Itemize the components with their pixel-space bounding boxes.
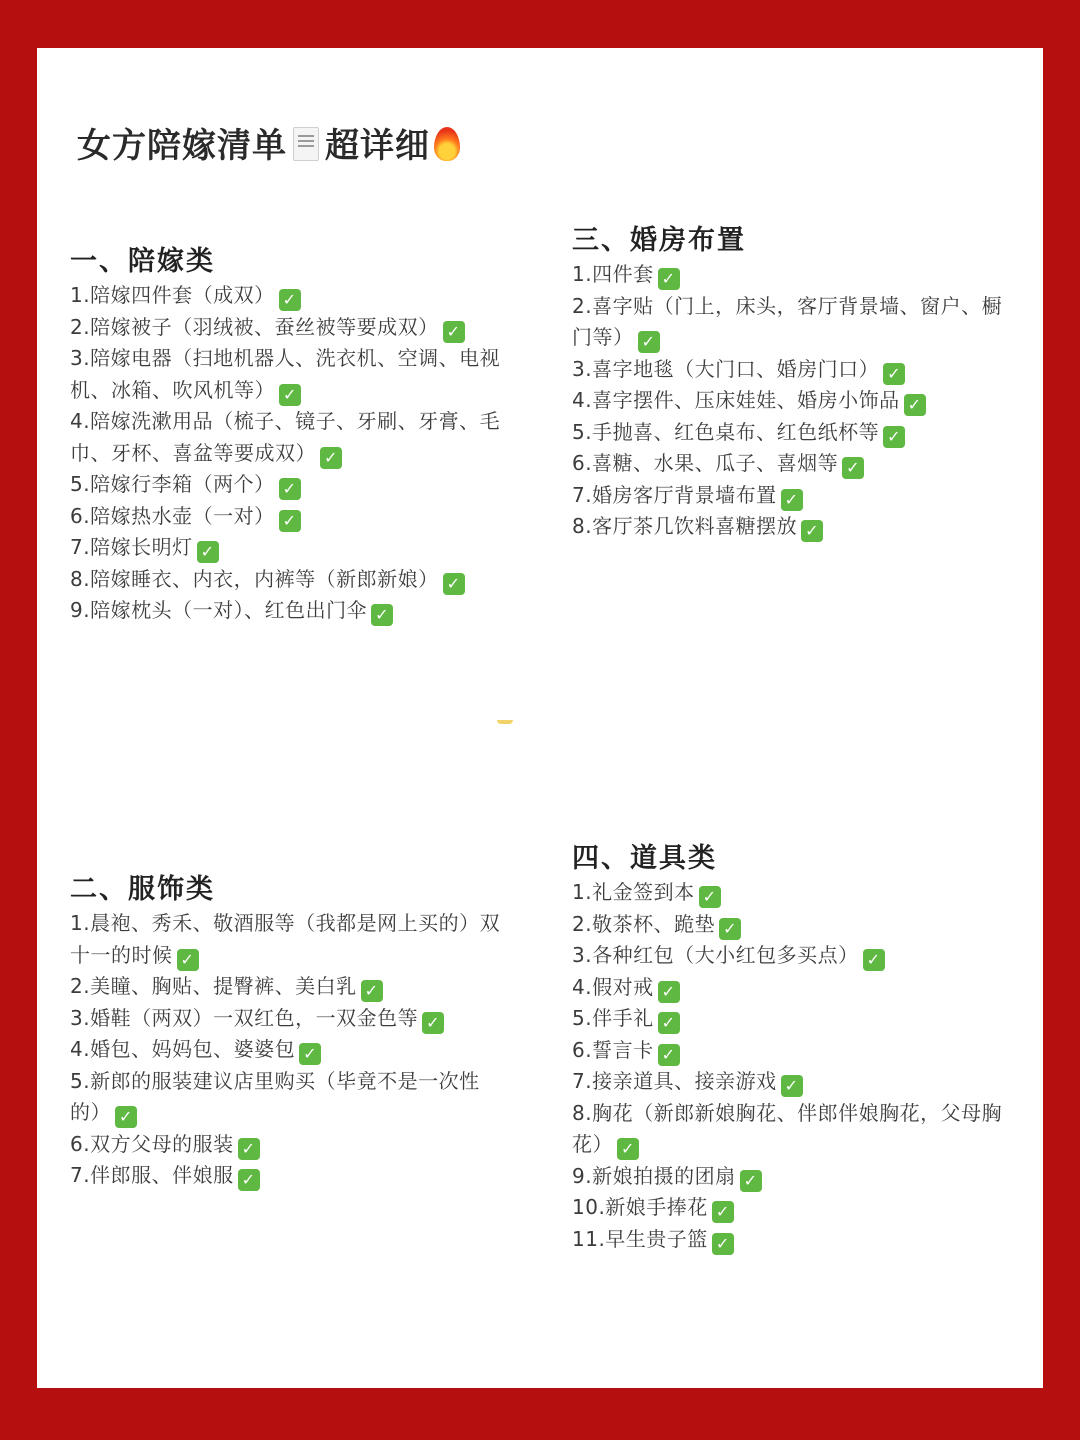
list-item xyxy=(70,312,510,344)
list-item-text: 1.四件套 xyxy=(572,262,654,286)
list-item-text: 8.胸花（新郎新娘胸花、伴郎伴娘胸花，父母胸花） xyxy=(572,1100,1003,1156)
list-item xyxy=(70,1160,510,1192)
receipt-icon xyxy=(293,127,319,161)
list-item-text: 4.假对戒 xyxy=(572,974,654,999)
list-item-text: 3.喜字地毯（大门口、婚房门口） xyxy=(572,356,880,381)
list-item-text: 2.美瞳、胸贴、提臀裤、美白乳 xyxy=(70,974,357,998)
list-item-text: 4.婚包、妈妈包、婆婆包 xyxy=(70,1037,296,1061)
list-item-text: 10.新娘手捧花 xyxy=(572,1195,708,1219)
check-icon: ✓ xyxy=(238,1138,260,1160)
check-icon: ✓ xyxy=(443,573,465,595)
check-icon: ✓ xyxy=(320,447,342,469)
list-item xyxy=(572,940,1012,972)
list-item xyxy=(572,480,1012,512)
section-dowry xyxy=(70,244,510,627)
list-item-text: 7.伴郎服、伴娘服 xyxy=(70,1163,234,1187)
list-item xyxy=(572,1192,1012,1224)
list-item xyxy=(70,564,510,596)
list-item-text: 4.喜字摆件、压床娃娃、婚房小饰品 xyxy=(572,388,900,412)
list-item-text: 8.客厅茶几饮料喜糖摆放 xyxy=(572,514,798,538)
list-item xyxy=(70,1129,510,1161)
list-item-text: 6.誓言卡 xyxy=(572,1037,654,1062)
list-item xyxy=(572,417,1012,449)
title-text-detail: 超详细 xyxy=(325,126,430,166)
list-item xyxy=(572,1066,1012,1098)
list-item-text: 5.伴手礼 xyxy=(572,1006,654,1030)
list-item xyxy=(572,511,1012,543)
list-item xyxy=(572,385,1012,417)
section-title: 一、陪嫁类 xyxy=(70,246,215,277)
list-item xyxy=(70,469,510,501)
section-title: 二、服饰类 xyxy=(70,874,215,905)
list-item-text: 1.礼金签到本 xyxy=(572,880,695,904)
list-item xyxy=(70,595,510,627)
check-icon: ✓ xyxy=(279,510,301,532)
list-item xyxy=(572,1035,1012,1067)
check-icon: ✓ xyxy=(617,1138,639,1160)
list-item-text: 6.双方父母的服装 xyxy=(70,1131,234,1156)
list-item xyxy=(572,1003,1012,1035)
check-icon: ✓ xyxy=(740,1170,762,1192)
check-icon: ✓ xyxy=(801,520,823,542)
section-props xyxy=(572,841,1012,1255)
list-item-text: 5.新郎的服装建议店里购买（毕竟不是一次性的） xyxy=(70,1068,480,1124)
list-item-text: 2.敬茶杯、跪垫 xyxy=(572,911,716,936)
list-item-text: 7.婚房客厅背景墙布置 xyxy=(572,482,777,507)
list-item-text: 8.陪嫁睡衣、内衣，内裤等（新郎新娘） xyxy=(70,566,439,591)
check-icon: ✓ xyxy=(238,1169,260,1191)
list-item-text: 9.新娘拍摄的团扇 xyxy=(572,1163,736,1188)
list-item xyxy=(572,909,1012,941)
check-icon: ✓ xyxy=(361,980,383,1002)
item-list xyxy=(70,908,510,1192)
list-item xyxy=(572,1098,1012,1161)
item-list xyxy=(572,259,1012,543)
check-icon: ✓ xyxy=(842,457,864,479)
list-item xyxy=(572,1224,1012,1256)
list-item-text: 11.早生贵子篮 xyxy=(572,1226,708,1251)
list-item-text: 7.接亲道具、接亲游戏 xyxy=(572,1069,777,1093)
check-icon: ✓ xyxy=(279,384,301,406)
fire-icon xyxy=(434,127,460,161)
section-wedding-room xyxy=(572,223,1012,543)
list-item xyxy=(572,259,1012,291)
list-item-text: 3.陪嫁电器（扫地机器人、洗衣机、空调、电视机、冰箱、吹风机等） xyxy=(70,346,501,402)
list-item xyxy=(70,1066,510,1129)
list-item-text: 4.陪嫁洗漱用品（梳子、镜子、牙刷、牙膏、毛巾、牙杯、喜盆等要成双） xyxy=(70,409,501,465)
item-list xyxy=(572,877,1012,1255)
check-icon: ✓ xyxy=(115,1106,137,1128)
check-icon: ✓ xyxy=(658,981,680,1003)
list-item xyxy=(70,501,510,533)
list-item xyxy=(70,532,510,564)
check-icon: ✓ xyxy=(883,426,905,448)
item-list xyxy=(70,280,510,627)
check-icon: ✓ xyxy=(781,489,803,511)
list-item xyxy=(70,971,510,1003)
section-title: 四、道具类 xyxy=(572,843,717,874)
list-item xyxy=(70,406,510,469)
list-item-text: 7.陪嫁长明灯 xyxy=(70,535,193,559)
list-item-text: 5.手抛喜、红色桌布、红色纸杯等 xyxy=(572,419,880,444)
list-item-text: 5.陪嫁行李箱（两个） xyxy=(70,472,275,496)
check-icon: ✓ xyxy=(177,949,199,971)
check-icon: ✓ xyxy=(699,886,721,908)
list-item xyxy=(70,1034,510,1066)
list-item-text: 2.陪嫁被子（羽绒被、蚕丝被等要成双） xyxy=(70,314,439,339)
list-item-text: 6.陪嫁热水壶（一对） xyxy=(70,503,275,528)
list-item-text: 9.陪嫁枕头（一对）、红色出门伞 xyxy=(70,598,368,622)
list-item xyxy=(572,354,1012,386)
list-item-text: 1.晨袍、秀禾、敬酒服等（我都是网上买的）双十一的时候 xyxy=(70,911,501,967)
check-icon: ✓ xyxy=(863,949,885,971)
list-item xyxy=(70,908,510,971)
check-icon: ✓ xyxy=(658,268,680,290)
check-icon: ✓ xyxy=(279,478,301,500)
check-icon: ✓ xyxy=(781,1075,803,1097)
check-icon: ✓ xyxy=(883,363,905,385)
section-clothing xyxy=(70,872,510,1192)
list-item xyxy=(70,343,510,406)
title-text-main: 女方陪嫁清单 xyxy=(77,126,287,166)
list-item xyxy=(572,291,1012,354)
check-icon: ✓ xyxy=(371,604,393,626)
list-item-text: 2.喜字贴（门上，床头，客厅背景墙、窗户、橱门等） xyxy=(572,293,1003,349)
decorative-mark xyxy=(497,720,513,724)
check-icon: ✓ xyxy=(904,394,926,416)
list-item-text: 3.婚鞋（两双）一双红色，一双金色等 xyxy=(70,1005,419,1030)
check-icon: ✓ xyxy=(443,321,465,343)
check-icon: ✓ xyxy=(658,1012,680,1034)
check-icon: ✓ xyxy=(279,289,301,311)
check-icon: ✓ xyxy=(638,331,660,353)
content-card xyxy=(37,48,1043,1388)
check-icon: ✓ xyxy=(422,1012,444,1034)
list-item xyxy=(572,1161,1012,1193)
list-item xyxy=(70,1003,510,1035)
list-item xyxy=(572,972,1012,1004)
check-icon: ✓ xyxy=(712,1233,734,1255)
check-icon: ✓ xyxy=(719,918,741,940)
check-icon: ✓ xyxy=(658,1044,680,1066)
list-item xyxy=(572,448,1012,480)
list-item-text: 3.各种红包（大小红包多买点） xyxy=(572,943,859,967)
check-icon: ✓ xyxy=(712,1201,734,1223)
list-item-text: 1.陪嫁四件套（成双） xyxy=(70,283,275,307)
check-icon: ✓ xyxy=(197,541,219,563)
list-item-text: 6.喜糖、水果、瓜子、喜烟等 xyxy=(572,451,839,475)
section-title: 三、婚房布置 xyxy=(572,225,746,256)
list-item xyxy=(572,877,1012,909)
list-item xyxy=(70,280,510,312)
check-icon: ✓ xyxy=(299,1043,321,1065)
page-title xyxy=(77,118,460,167)
